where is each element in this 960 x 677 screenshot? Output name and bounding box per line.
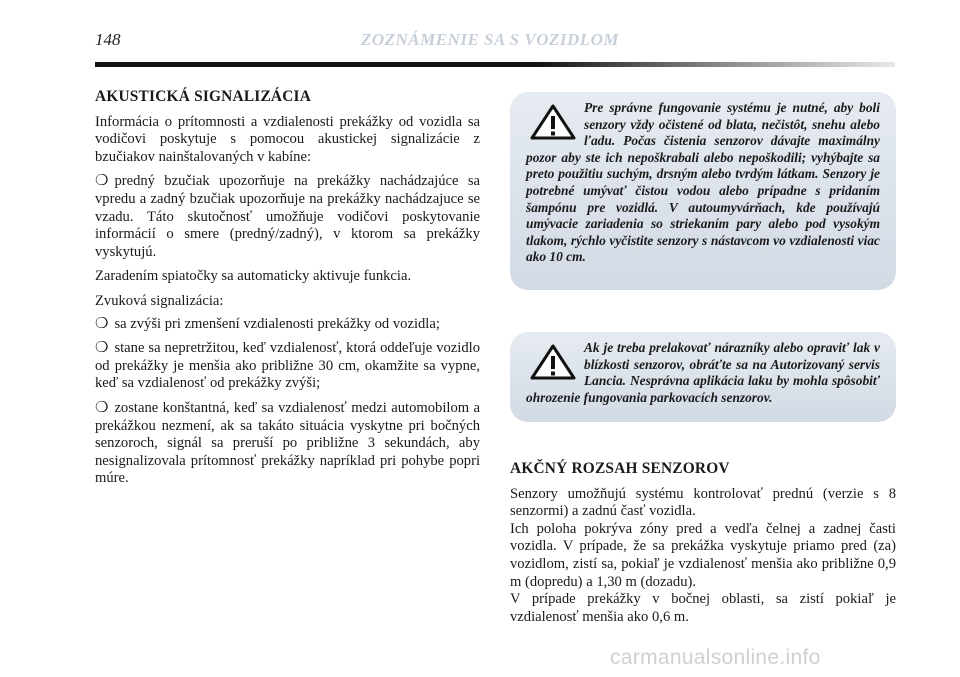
bullet-item-continuous: ❍ stane sa nepretržitou, keď vzdialenosť, ktorá oddeľuje vozidlo od prekážky je menšia ako približne 30 cm, okamžite sa vypne, keď sa vzdialenosť od prekážky zvýši;	[95, 340, 480, 392]
range-paragraph-1: Senzory umožňujú systému kontrolovať prednú (verzie s 8 senzormi) a zadnú časť vozidla.	[510, 485, 896, 520]
right-column	[510, 460, 896, 626]
left-column	[95, 88, 480, 495]
warning-triangle-icon	[530, 344, 576, 380]
section-heading-acoustic: AKUSTICKÁ SIGNALIZÁCIA	[95, 88, 312, 105]
page-number: 148	[95, 30, 121, 49]
warning-box-cleaning	[510, 92, 896, 290]
warning-triangle-icon	[530, 104, 576, 140]
intro-paragraph: Informácia o prítomnosti a vzdialenosti prekážky od vozidla sa vodičovi poskytuje s pomocou akustickej signalizácie z bzučiakov nainštalovaných v kabíne:	[95, 113, 480, 165]
bullet-item-constant: ❍ zostane konštantná, keď sa vzdialenosť medzi automobilom a prekážkou nezmení, ak sa takáto situácia vyskytne pri bočných senzoroch, signál sa preruší po približne 3 sekundách, aby nesignalizovala prítomnosť prekážky napríklad pri pohybe popri múre.	[95, 399, 480, 487]
bullet-circle-icon: ❍	[95, 173, 109, 190]
running-title: ZOZNÁMENIE SA S VOZIDLOM	[360, 30, 620, 49]
header-rule	[95, 62, 895, 67]
bullet-item-increase: ❍ sa zvýši pri zmenšení vzdialenosti prekážky od vozidla;	[95, 315, 440, 332]
activation-paragraph: Zaradením spiatočky sa automaticky aktivuje funkcia.	[95, 268, 412, 285]
range-paragraph-3: V prípade prekážky v bočnej oblasti, sa zistí pokiaľ je vzdialenosť menšia ako 0,6 m.	[510, 591, 896, 625]
bullet-item-buzzers: ❍ predný bzučiak upozorňuje na prekážky nachádzajúce sa vpredu a zadný bzučiak upozorňuje na prekážky nachádzajuce se vzadu. Táto skutočnosť umožňuje vodičovi poskytovanie informácií o smere (predný/zadný), v ktorom sa prekážky vyskytujú.	[95, 173, 480, 260]
watermark-text: carmanualsonline.info	[610, 646, 821, 669]
range-paragraph-2: Ich poloha pokrýva zóny pred a vedľa čelnej a zadnej časti vozidla. V prípade, že sa prekážka vyskytuje priamo pred (za) vozidlom, zistí sa, pokiaľ je vzdialenosť menšia ako približne 0,9 m (dopredu) a 1,30 m (dozadu).	[510, 520, 896, 590]
warning-box-paint	[510, 332, 896, 422]
warning-text-cleaning: Pre správne fungovanie systému je nutné, aby boli senzory vždy očistené od blata, nečistôt, snehu alebo ľadu. Počas čistenia senzorov dávajte maximálny pozor aby ste ich nepoškrabali alebo nepoškodili; vyhýbajte sa preto použitiu suchým, drsným alebo tvrdým látkam. Senzory je potrebné umývať čistou vodou alebo prípadne s pridaním šampónu pre vozidlá. V autoumyvárňach, kde používajú umývacie zariadenia so striekaním pary alebo pod vysokým tlakom, rýchlo vyčistite senzory s nástavcom vo vzdialenosti viac ako 10 cm.	[526, 100, 880, 265]
bullet-circle-icon: ❍	[95, 399, 109, 416]
bullet-circle-icon: ❍	[95, 340, 109, 357]
bullet-circle-icon: ❍	[95, 315, 109, 332]
warning-text-paint: Ak je treba prelakovať nárazníky alebo opraviť lak v blízkosti senzorov, obráťte sa na Autorizovaný servis Lancia. Nesprávna aplikácia laku by mohla spôsobiť ohrozenie fungovania parkovacích senzorov.	[526, 340, 880, 405]
section-heading-range: AKČNÝ ROZSAH SENZOROV	[510, 460, 730, 477]
sound-label: Zvuková signalizácia:	[95, 292, 224, 309]
